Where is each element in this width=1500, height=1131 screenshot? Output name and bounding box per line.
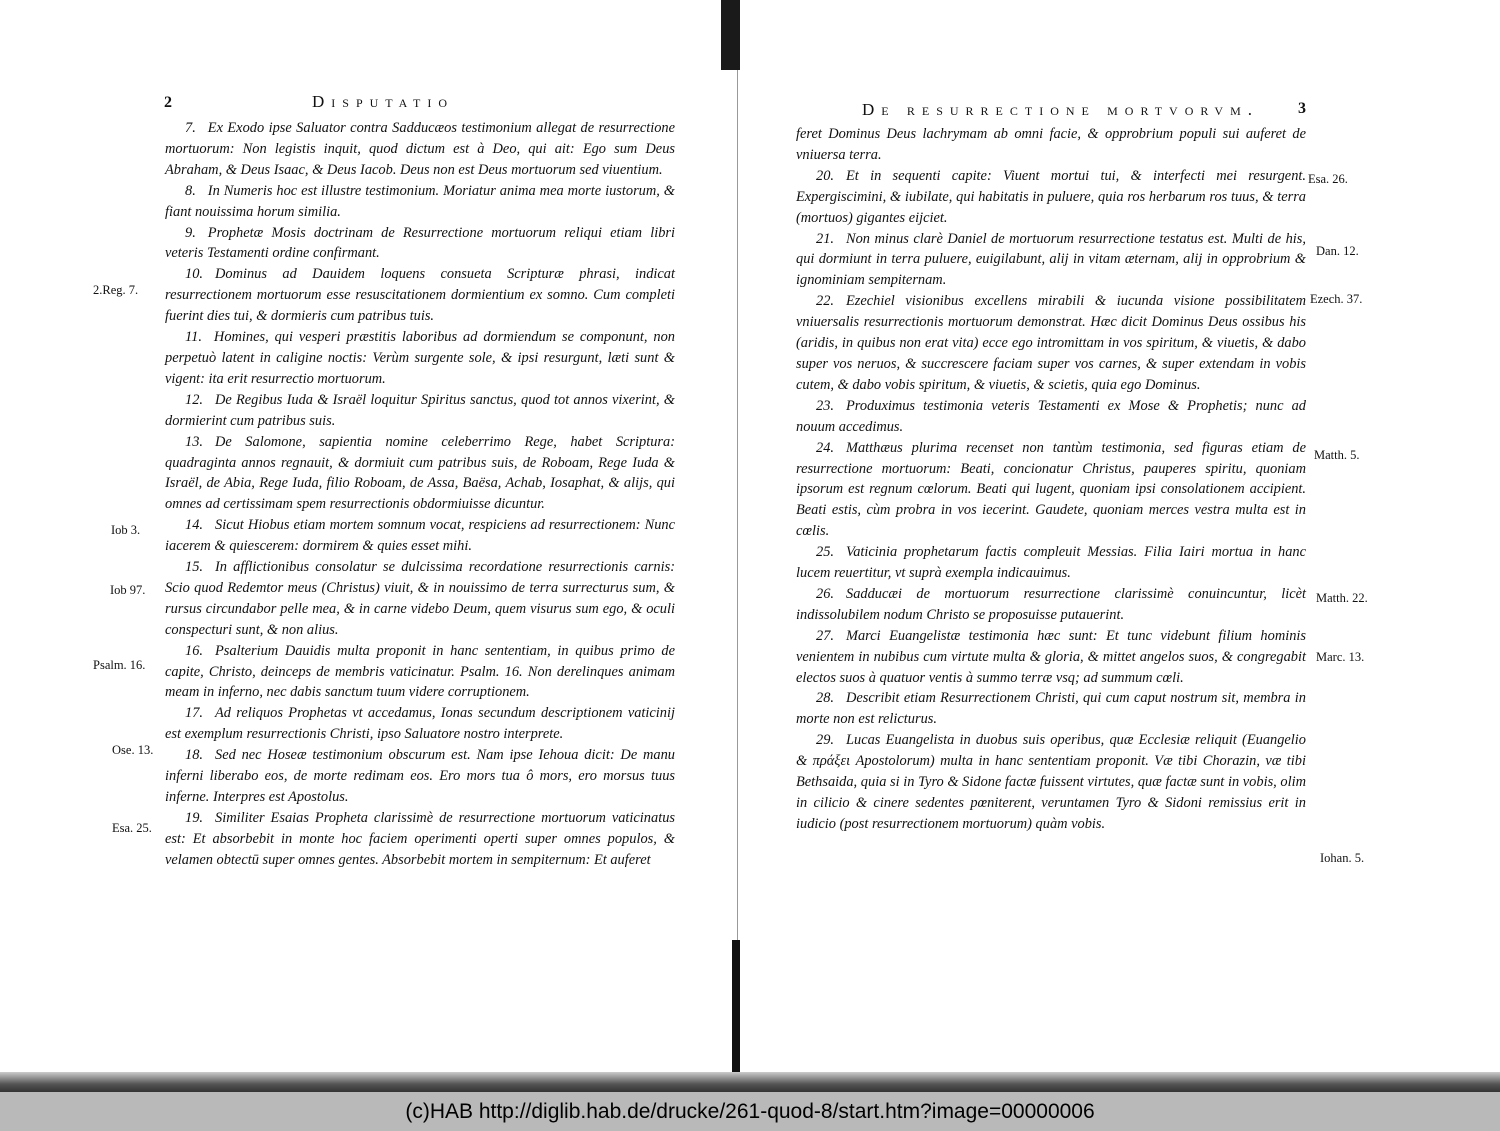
margin-note: Esa. 26. [1308,172,1348,186]
paragraph: 9. Prophetæ Mosis doctrinam de Resurrectione mortuorum reliqui etiam libri veteris Testamenti ordine confirmant. [165,224,675,262]
margin-note: Marc. 13. [1316,650,1365,664]
margin-note: Matth. 5. [1314,448,1360,462]
paragraph: 24. Matthæus plurima recenset non tantùm testimonia, sed figuras etiam de resurrectione mortuorum: Beati, concionatur Christus, pauperes spiritu, quoniam ipsorum est regnum cœlorum. Beati qui lugent, quoniam ipsi consolationem accipient. Beati estis, cùm probra in vos iecerint. Gaudete, quoniam merces vestra multa est in cœlis. [796,439,1306,540]
folio-left: 2 [164,94,172,111]
paragraph: 13. De Salomone, sapientia nomine celeberrimo Rege, habet Scriptura: quadraginta annos regnauit, & dormiuit cum patribus suis, de Roboam, Rege Iuda & Israël, de Abia, Rege Iuda, filio Roboam, de Assa, Baësa, Achab, Iosaphat, & alijs, qui omnes ad certissimam spem resurrectionis obdormiuisse dicuntur. [165,433,675,513]
paragraph: 10. Dominus ad Dauidem loquens consueta Scripturæ phrasi, indicat resurrectionem mortuorum esse resuscitationem dormientium ex somno. Cum completi fuerint dies tui, & dormieris cum patribus tuis. [165,266,675,325]
right-text-block [796,124,1306,835]
running-head-right: De resurrectione mortvorvm. [862,100,1260,119]
margin-note: Dan. 12. [1316,244,1359,258]
scan-edge [0,1072,1500,1092]
paragraph: 15. In afflictionibus consolatur se dulcissima recordatione resurrectionis carnis: Scio quod Redemtor meus (Christus) viuit, & in nouissimo de terra surrecturus sum, & rursus circundabor pelle mea, & in carne videbo Deum, quem visurus sum ego, & oculi conspecturi sunt, & non alius. [165,559,675,638]
margin-note: 2.Reg. 7. [93,283,139,297]
paragraph: 11. Homines, qui vesperi præstitis laboribus ad dormiendum se componunt, non perpetuò latent in caligine noctis: Verùm surgente sole, & ipsi resurgunt, læti sunt & vigent: ita erit resurrectio mortuorum. [165,329,675,387]
paragraph: 21. Non minus clarè Daniel de mortuorum resurrectione testatus est. Multi de his, qui dormiunt in terra puluere, euigilabunt, alij in vitam æternam, alij in opprobrium & ignominiam sempiternam. [796,230,1306,289]
paragraph: 14. Sicut Hiobus etiam mortem somnum vocat, respiciens ad resurrectionem: Nunc iacerem & quiescerem: dormirem & quies esset mihi. [165,517,675,555]
paragraph: 27. Marci Euangelistæ testimonia hæc sunt: Et tunc videbunt filium hominis venientem in nubibus cum virtute multa & gloria, & mittet angelos suos, & congregabit electos suos à quatuor ventis à summo terræ vsq; ad summum cœli. [796,627,1306,686]
margin-note: Ose. 13. [112,743,154,757]
paragraph: 16. Psalterium Dauidis multa proponit in hanc sententiam, in quibus primo de capite, Christo, deinceps de membris vaticinatur. Psalm. 16. Non derelinques animam meam in inferno, nec dabis sanctum tuum videre corruptionem. [165,642,675,701]
margin-note: Ezech. 37. [1310,292,1363,306]
running-head-left: Disputatio [312,92,454,111]
paragraph: 18. Sed nec Hoseæ testimonium obscurum est. Nam ipse Iehoua dicit: De manu inferni liberabo eos, de morte redimam eos. Ero mors tua ô mors, ero morsus tuus inferne. Interpres est Apostolus. [165,747,675,805]
margin-note: Psalm. 16. [93,658,146,672]
paragraph: 23. Produximus testimonia veteris Testamenti ex Mose & Prophetis; nunc ad nouum accedimus. [796,397,1306,435]
gutter-shadow-top [721,0,740,70]
paragraph: 8. In Numeris hoc est illustre testimonium. Moriatur anima mea morte iustorum, & fiant nouissima horum similia. [165,182,675,220]
paragraph: 19. Similiter Esaias Propheta clarissimè de resurrectione mortuorum vaticinatus est: Et absorbebit in monte hoc faciem operimenti operti super omnes populos, & velamen obtectū super omnes gentes. Absorbebit mortem in sempiternum: Et auferet [165,809,675,868]
folio-right: 3 [1298,100,1306,117]
paragraph: 22. Ezechiel visionibus excellens mirabili & iucunda visione possibilitatem vniuersalis resurrectionis mortuorum demonstrat. Hæc dicit Dominus Deus ossibus his (aridis, in quibus non erat vita) ecce ego intromittam in vos spiritum, & viuetis, & dabo super vos neruos, & succrescere faciam super vos carnes, & super extendam in vobis cutem, & dabo vobis spiritum, & viuetis, & scietis, quia ego Dominus. [796,293,1306,393]
paragraph: 25. Vaticinia prophetarum factis compleuit Messias. Filia Iairi mortua in hanc lucem reuertitur, vt suprà exempla indicauimus. [796,544,1306,582]
continuation-paragraph: feret Dominus Deus lachrymam ab omni facie, & opprobrium populi sui auferet de vniuersa terra. [796,126,1306,163]
paragraph: 26. Sadducæi de mortuorum resurrectione clarissimè conuincuntur, licèt indissolubilem nodum Christo se proposuisse putauerint. [796,585,1306,623]
margin-note: Matth. 22. [1316,591,1368,605]
margin-note: Iob 97. [110,583,146,597]
right-page [740,0,1500,1080]
gutter-line [737,70,738,950]
left-text-block [165,118,675,871]
paragraph: 20. Et in sequenti capite: Viuent mortui tui, & interfecti mei resurgent. Expergiscimini, & iubilate, qui habitatis in puluere, quia ros herbarum ros tuus, & terra (mortuos) gigantes eijciet. [796,167,1306,226]
margin-note: Iob 3. [111,523,141,537]
paragraph: 12. De Regibus Iuda & Israël loquitur Spiritus sanctus, quod tot annos vixerint, & dormierint cum patribus suis. [165,391,675,429]
paragraph: 17. Ad reliquos Prophetas vt accedamus, Ionas secundum descriptionem vaticinij est exemplum resurrectionis Christi, ipso Saluatore nostro interprete. [165,705,675,743]
copyright-footer [0,1092,1500,1131]
paragraph: 7. Ex Exodo ipse Saluator contra Sadducæos testimonium allegat de resurrectione mortuorum: Non legistis inquit, quod dictum est à Deo, qui ait: Ego sum Deus Abraham, & Deus Isaac, & Deus Iacob. Deus non est Deus mortuorum sed viuentium. [165,120,675,178]
margin-note: Iohan. 5. [1320,851,1365,865]
margin-note: Esa. 25. [112,821,152,835]
left-page [0,0,720,1080]
paragraph: 28. Describit etiam Resurrectionem Christi, qui cum caput nostrum sit, membra in morte non est relicturus. [796,690,1306,728]
footer-credit: (c)HAB http://diglib.hab.de/drucke/261-quod-8/start.htm?image=00000006 [405,1099,1095,1123]
paragraph: 29. Lucas Euangelista in duobus suis operibus, quæ Ecclesiæ reliquit (Euangelio & πράξει Apostolorum) multa in hanc sententiam proponit. Væ tibi Chorazin, væ tibi Bethsaida, quia si in Tyro & Sidone factæ fuissent virtutes, quæ factæ sunt in vobis, olim in cilicio & cinere sedentes pœniterent, veruntamen Tyro & Sidoni remissius erit in iudicio (post resurrectionem mortuorum) quàm vobis. [796,732,1306,832]
